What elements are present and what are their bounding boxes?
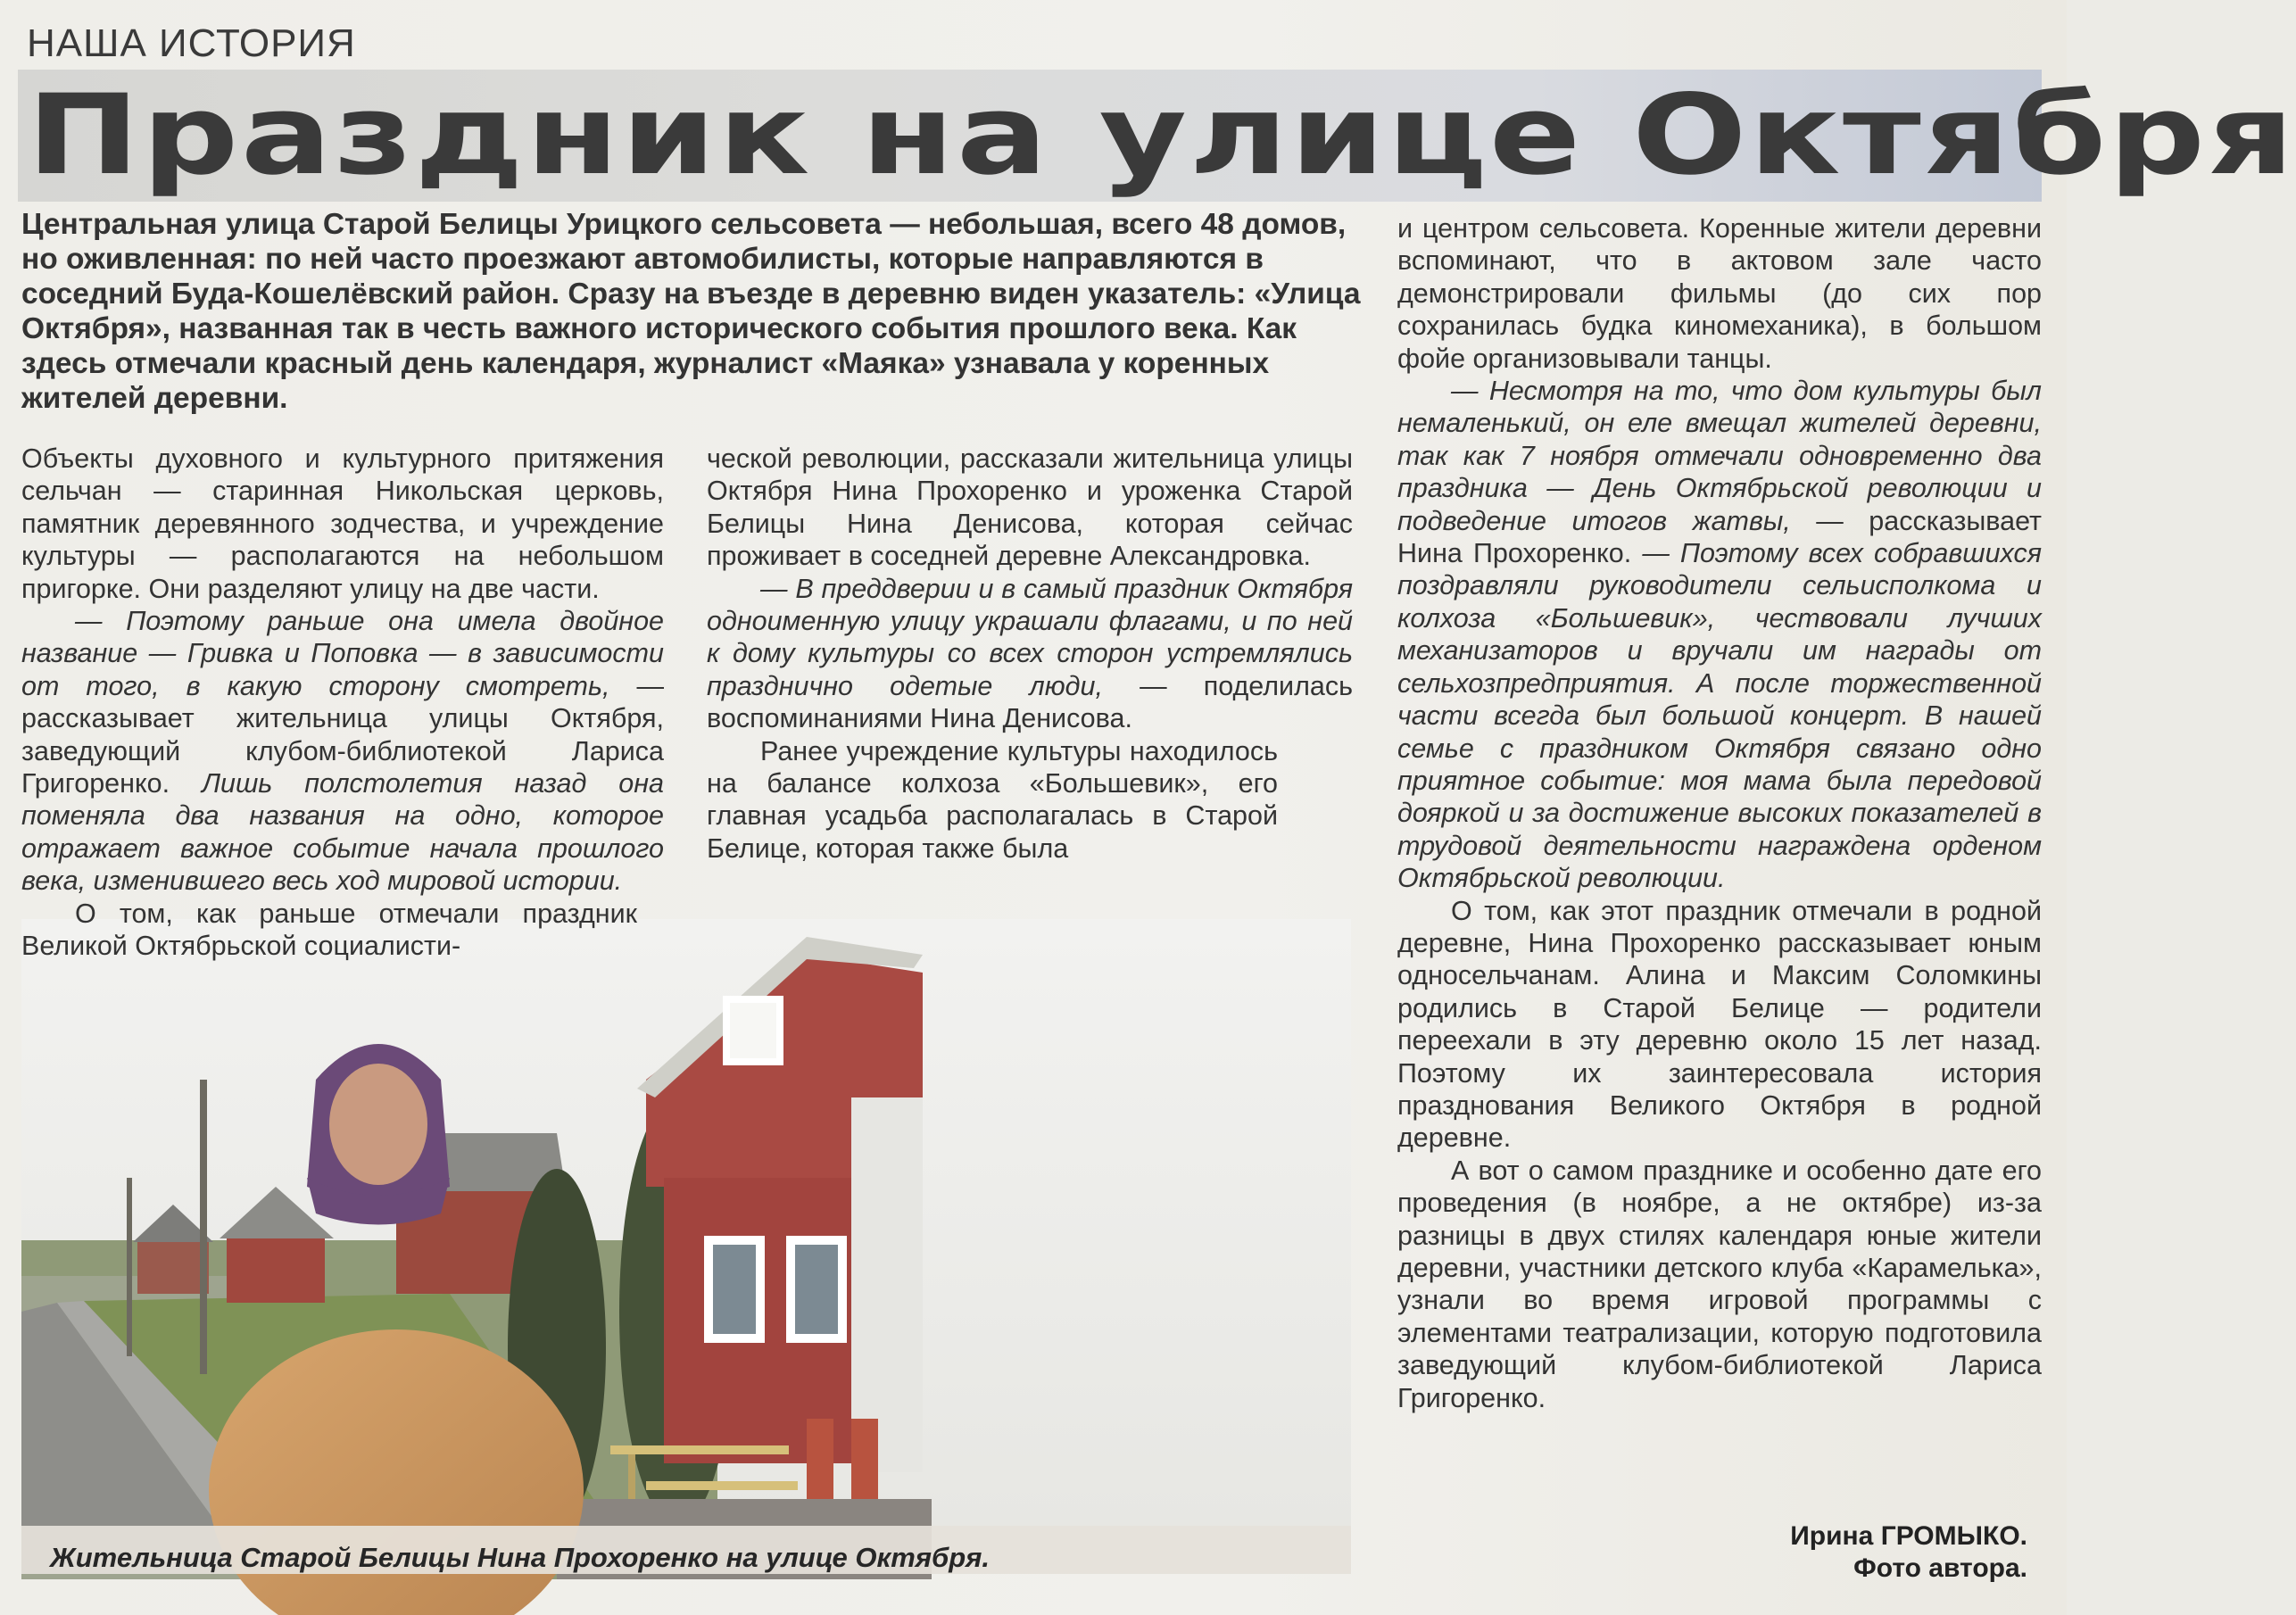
attribution-text: — рассказывает Нина Прохоренко. [1397, 505, 2042, 569]
attribution-text: — рассказывает жительница улицы Октября, заведующий клубом-библиотекой Лариса Григоренко. [21, 670, 664, 799]
article-column-1 [21, 443, 664, 963]
article-photo [21, 919, 1351, 1574]
section-rubric: НАША ИСТОРИЯ [27, 21, 356, 65]
paragraph-quote [707, 573, 1353, 735]
paragraph-quote [1397, 375, 2042, 895]
paragraph: и центром сельсовета. Коренные жители деревни вспоминают, что в актовом зале часто демонстрировали фильмы (до сих пор сохранилась будка киномеханика), в большом фойе организовывали танцы. [1397, 213, 2042, 374]
paragraph: Ранее учреждение культуры находилось на балансе колхоза «Большевик», его главная усадьба располагалась в Старой Белице, которая также была [707, 735, 1278, 864]
village-street-photo [21, 919, 1351, 1574]
article-column-2 [707, 443, 1353, 865]
quote-text: — Поэтому раньше она имела двойное название — Гривка и Поповка — в зависимости от того, в какую сторону смотреть, [21, 606, 664, 701]
attribution-text: — поделилась воспоминаниями Нина Денисова. [707, 670, 1353, 734]
author-name: Ирина ГРОМЫКО. [1790, 1521, 2027, 1551]
lead-paragraph: Центральная улица Старой Белицы Урицкого сельсовета — небольшая, всего 48 домов, но оживленная: по ней часто проезжают автомобилисты, которые направляются в соседний Буда-Кошелёвский район. Сразу на въезде в деревню виден указатель: «Улица Октября», названная так в честь важного исторического события прошлого века. Как здесь отмечали красный день календаря, журналист «Маяка» узнавала у коренных жителей деревни. [21, 208, 1361, 415]
quote-text: Лишь полстолетия назад она поменяла два названия на одно, которое отражает важное событие начала прошлого века, изменившего весь ход мировой истории. [21, 768, 664, 897]
paragraph: О том, как раньше отмечали праздник Великой Октябрьской социалисти- [21, 898, 637, 962]
article-column-3 [1397, 212, 2042, 1414]
photo-caption: Жительница Старой Белицы Нина Прохоренко на улице Октября. [50, 1542, 991, 1573]
headline: Праздник на улице Октября [27, 71, 2296, 200]
paragraph: Объекты духовного и культурного притяжения сельчан — старинная Никольская церковь, памятник деревянного зодчества, и учреждение культуры — располагаются на небольшом пригорке. Они разделяют улицу на две части. [21, 443, 664, 604]
paragraph: ческой революции, рассказали жительница улицы Октября Нина Прохоренко и уроженка Старой Белицы Нина Денисова, которая сейчас проживает в соседней деревне Александровка. [707, 443, 1353, 572]
quote-text: — Несмотря на то, что дом культуры был немаленький, он еле вмещал жителей деревни, так как 7 ноября отмечали одновременно два праздника — День Октябрьской революции и подведение итогов жатвы, [1397, 376, 2042, 536]
paragraph: О том, как этот праздник отмечали в родной деревне, Нина Прохоренко рассказывает юным односельчанам. Алина и Максим Соломкины родились в Старой Белице — родители переехали в эту деревню около 15 лет назад. Поэтому их заинтересовала история празднования Великого Октября в родной деревне. [1397, 895, 2042, 1154]
byline [1790, 1520, 2027, 1585]
photo-credit: Фото автора. [1853, 1553, 2027, 1583]
paragraph-quote [21, 605, 664, 898]
paragraph: А вот о самом празднике и особенно дате его проведения (в ноябре, а не октябре) из-за разницы в двух стилях календаря юные жители деревни, участники детского клуба «Карамелька», узнали во время игровой программы с элементами театрализации, которую подготовила заведующий клубом-библиотекой Лариса Григоренко. [1397, 1155, 2042, 1413]
quote-text: — Поэтому всех собравшихся поздравляли руководители сельисполкома и колхоза «Большевик», чествовали лучших механизаторов и вручали им награды от сельхозпредприятия. А после торжественной части всегда был большой концерт. В нашей семье с праздником Октября связано одно приятное событие: моя мама была передовой дояркой и за достижение высоких показателей в трудовой деятельности награждена орденом Октябрьской революции. [1397, 538, 2042, 894]
quote-text: — В преддверии и в самый праздник Октября одноименную улицу украшали флагами, и по ней к дому культуры со всех сторон устремлялись празднично одетые люди, [707, 573, 1353, 701]
